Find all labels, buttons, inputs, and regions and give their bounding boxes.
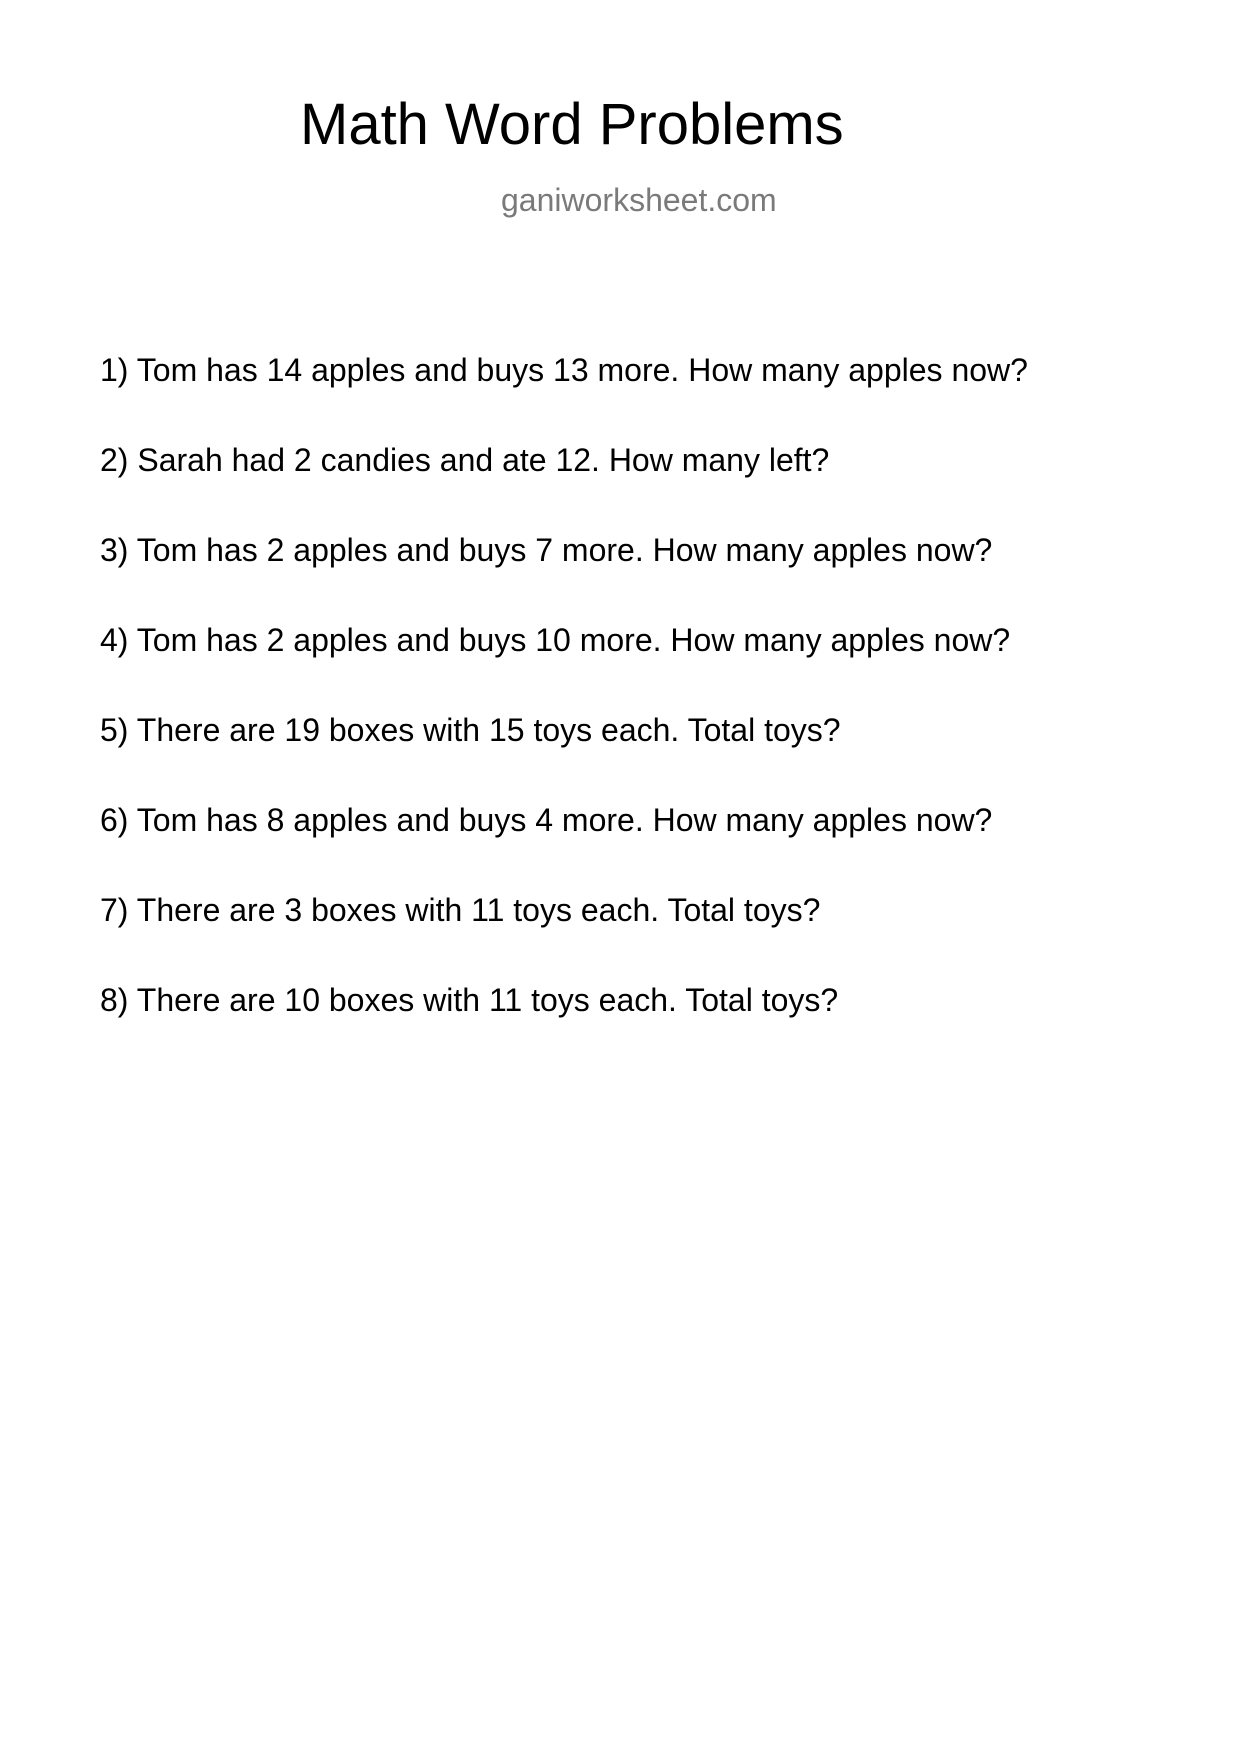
problem-item-2: 2) Sarah had 2 candies and ate 12. How many left?: [100, 442, 830, 478]
problem-item-7: 7) There are 3 boxes with 11 toys each. Total toys?: [100, 892, 821, 928]
problem-item-8: 8) There are 10 boxes with 11 toys each. Total toys?: [100, 982, 839, 1018]
problem-item-5: 5) There are 19 boxes with 15 toys each. Total toys?: [100, 712, 841, 748]
site-url: ganiworksheet.com: [501, 182, 777, 218]
problem-list: [100, 352, 1028, 1072]
problem-item-3: 3) Tom has 2 apples and buys 7 more. How many apples now?: [100, 532, 993, 568]
page-title: Math Word Problems: [300, 92, 844, 157]
problem-item-6: 6) Tom has 8 apples and buys 4 more. How many apples now?: [100, 802, 993, 838]
problem-item-4: 4) Tom has 2 apples and buys 10 more. How many apples now?: [100, 622, 1011, 658]
problem-item-1: 1) Tom has 14 apples and buys 13 more. How many apples now?: [100, 352, 1028, 388]
